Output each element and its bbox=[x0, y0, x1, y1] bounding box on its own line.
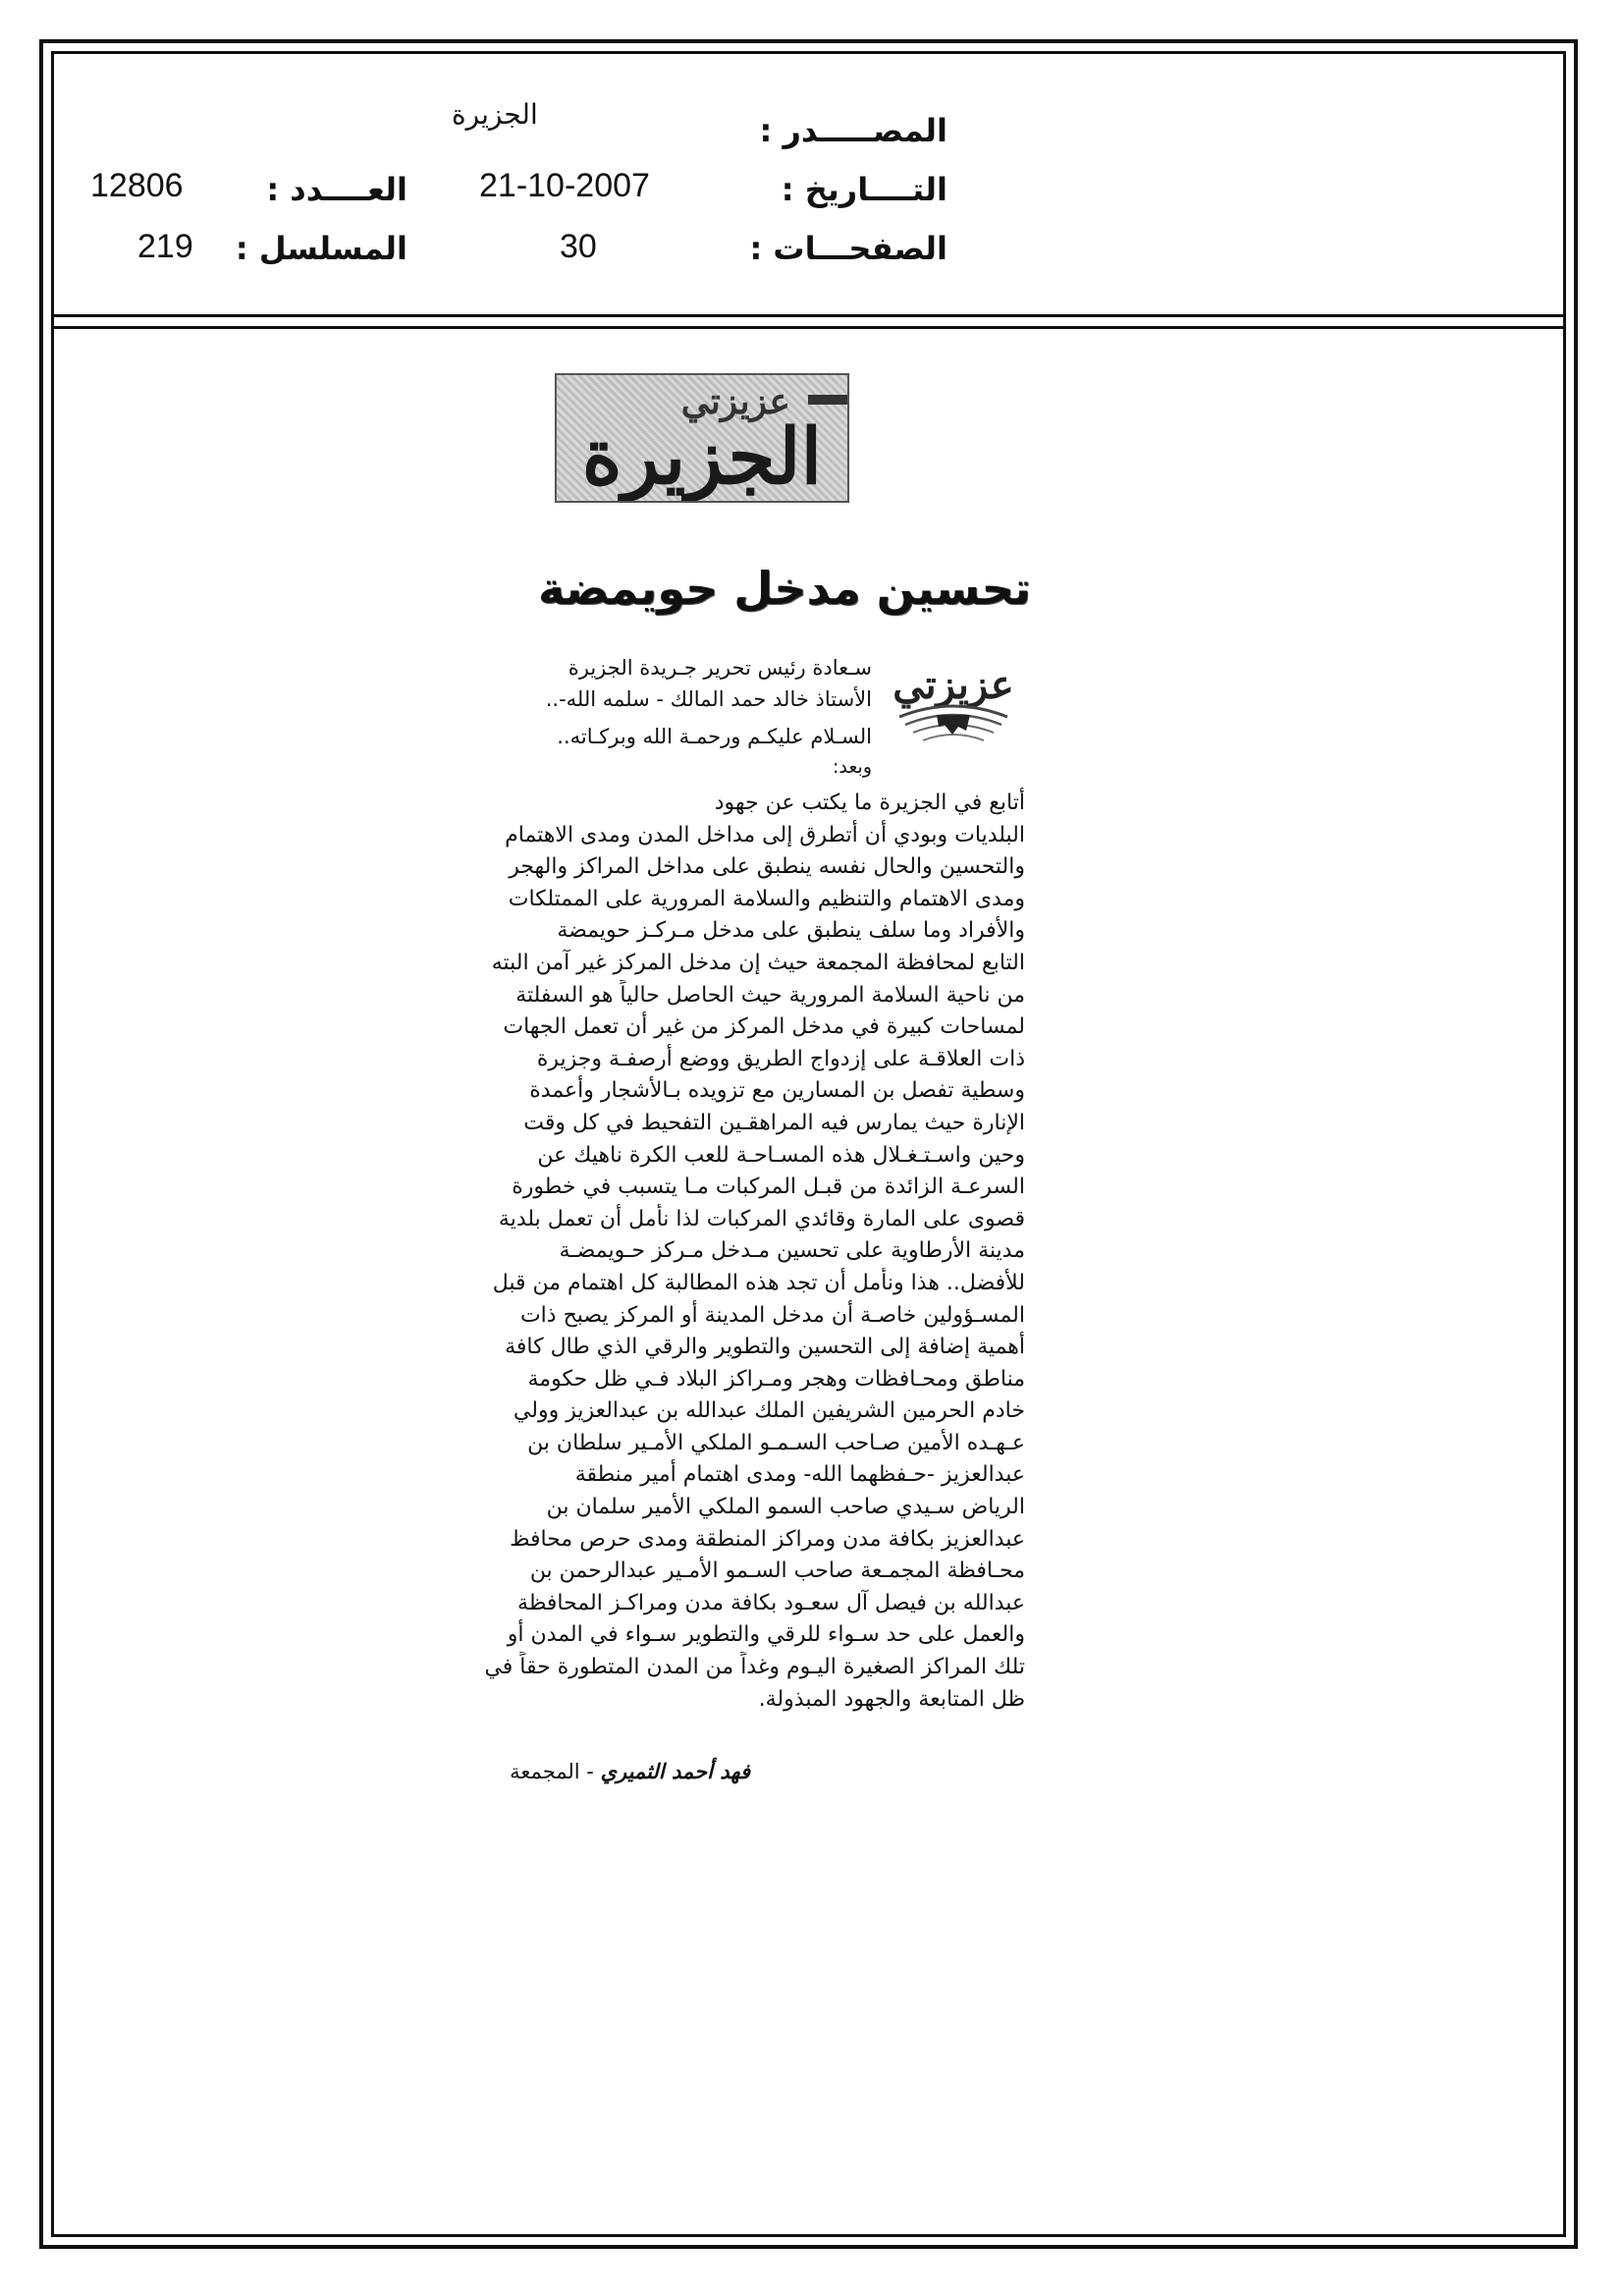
greeting-line-4: وبعد: bbox=[832, 756, 872, 778]
signature-place: - المجمعة bbox=[510, 1760, 594, 1783]
greeting-line-3: السـلام عليكـم ورحمـة الله وبركـاته.. bbox=[557, 725, 872, 748]
body-line: وسطية تفصل بن المسارين مع تزويده بـالأشجار وأعمدة bbox=[529, 1078, 1025, 1104]
masthead-small-text: عزيزتي bbox=[680, 381, 790, 422]
body-line: أتابع في الجزيرة ما يكتب عن جهود bbox=[714, 791, 1025, 815]
signature-name: فهد أحمد الثميري bbox=[600, 1760, 750, 1783]
body-line: تلك المراكز الصغيرة اليـوم وغداً من المدن المتطورة حقاً في bbox=[484, 1655, 1025, 1680]
body-line: ذات العلاقـة على إزدواج الطريق ووضع أرصفـة وجزيرة bbox=[536, 1046, 1025, 1071]
body-line: محـافظة المجمـعة صاحب السـمو الأمـير عبدالرحمن بن bbox=[529, 1558, 1025, 1584]
body-line: عبدالعزيز بكافة مدن ومراكز المنطقة ومدى حرص محافظ bbox=[510, 1526, 1025, 1552]
body-line: والعمل على حد سـواء للرقي والتطوير سـواء في المدن أو bbox=[507, 1622, 1025, 1648]
date-value: 21-10-2007 bbox=[479, 167, 650, 204]
body-line: الإنارة حيث يمارس فيه المراهقـين التفحيط في كل وقت bbox=[523, 1110, 1025, 1135]
issue-value: 12806 bbox=[90, 167, 184, 204]
body-line: وحين واسـتـغـلال هذه المسـاحـة للعب الكرة ناهيك عن bbox=[537, 1142, 1025, 1168]
date-label: التــــاريخ : bbox=[781, 171, 947, 208]
body-line: التابع لمحافظة المجمعة حيث إن مدخل المركز غير آمن البته bbox=[491, 950, 1025, 975]
column-logo-emblem-icon bbox=[880, 656, 1027, 764]
body-line: عـهـده الأمين صـاحب السـمـو الملكي الأمـير سلطان بن bbox=[527, 1430, 1025, 1455]
body-line: ظل المتابعة والجهود المبذولة. bbox=[758, 1686, 1025, 1712]
issue-label: العــــدد : bbox=[266, 171, 407, 208]
body-line: ومدى الاهتمام والتنظيم والسلامة المرورية على الممتلكات bbox=[508, 886, 1025, 911]
greeting-line-2: الأستاذ خالد حمد المالك - سلمه الله-.. bbox=[545, 687, 872, 711]
pages-value: 30 bbox=[560, 228, 597, 265]
masthead-bar bbox=[808, 395, 847, 405]
body-line: خادم الحرمين الشريفين الملك عبدالله بن عبدالعزيز وولي bbox=[513, 1398, 1025, 1424]
body-line: والأفراد وما سلف ينطبق على مدخل مـركـز حويمضة bbox=[557, 918, 1025, 944]
newspaper-masthead-logo bbox=[555, 373, 849, 503]
body-line: مناطق ومحـافظات وهجر ومـراكز البلاد فـي ظل حكومة bbox=[527, 1366, 1025, 1392]
source-value: الجزيرة bbox=[452, 98, 538, 131]
body-line: البلديات وبودي أن أتطرق إلى مداخل المدن ومدى الاهتمام bbox=[505, 822, 1025, 847]
masthead-big-text: الجزيرة bbox=[581, 412, 823, 502]
greeting-line-1: سـعادة رئيس تحرير جـريدة الجزيرة bbox=[568, 656, 872, 680]
body-line: أهمية إضافة إلى التحسين والتطوير والرقي الذي طال كافة bbox=[505, 1335, 1025, 1360]
signature bbox=[475, 1760, 750, 1783]
body-line: قصوى على المارة وقائدي المركبات لذا نأمل أن تعمل بلدية bbox=[498, 1206, 1025, 1231]
pages-label: الصفحـــات : bbox=[749, 230, 947, 267]
header-divider bbox=[51, 314, 1566, 317]
body-line: الرياض سـيدي صاحب السمو الملكي الأمير سلمان بن bbox=[546, 1495, 1025, 1520]
body-line: والتحسين والحال نفسه ينطبق على مداخل المراكز والهجر bbox=[509, 854, 1025, 880]
body-line: المسـؤولين خاصـة أن مدخل المدينة أو المركز يصبح ذات bbox=[519, 1302, 1025, 1328]
body-line: للأفضل.. هذا ونأمل أن تجد هذه المطالبة كل اهتمام من قبل bbox=[492, 1270, 1025, 1295]
article-title: تحسين مدخل حويمضة bbox=[537, 562, 1031, 615]
serial-label: المسلسل : bbox=[235, 230, 407, 267]
header-divider-second bbox=[51, 326, 1566, 329]
source-label: المصـــــدر : bbox=[759, 112, 947, 149]
column-logo bbox=[880, 656, 1027, 764]
body-line: عبدالله بن فيصل آل سعـود بكافة مدن ومراكـز المحافظة bbox=[517, 1590, 1025, 1615]
body-line: لمساحات كبيرة في مدخل المركز من غير أن تعمل الجهات bbox=[503, 1014, 1025, 1040]
body-line: عبدالعزيز -حـفظهما الله- ومدى اهتمام أمير منطقة bbox=[574, 1462, 1025, 1488]
body-line: السرعـة الزائدة من قبـل المركبات مـا يتسبب في خطورة bbox=[512, 1175, 1025, 1200]
serial-value: 219 bbox=[137, 228, 193, 265]
article-body bbox=[475, 788, 1025, 1716]
column-logo-text: عزيزتي bbox=[893, 662, 1014, 708]
body-line: من ناحية السلامة المرورية حيث الحاصل حالياً هو السفلتة bbox=[515, 982, 1025, 1008]
body-line: مدينة الأرطاوية على تحسين مـدخل مـركز حـويمضـة bbox=[559, 1238, 1025, 1264]
